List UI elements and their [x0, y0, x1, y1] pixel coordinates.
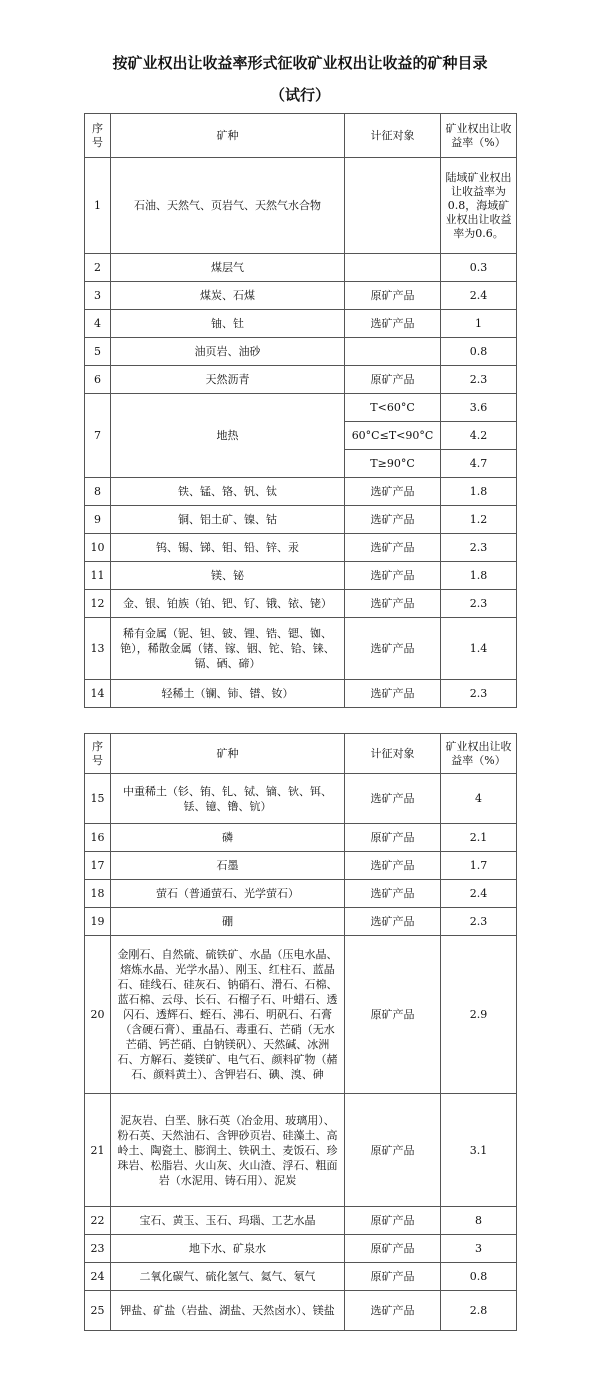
mineral-table-1	[84, 113, 517, 708]
row-mineral: 油页岩、油砂	[111, 338, 345, 366]
header-object: 计征对象	[345, 114, 441, 158]
row-object: T≥90°C	[345, 450, 441, 478]
table-row	[85, 562, 517, 590]
header-no: 序号	[85, 114, 111, 158]
row-object: 选矿产品	[345, 680, 441, 708]
row-no: 18	[85, 880, 111, 908]
table-row	[85, 1207, 517, 1235]
row-rate: 1.8	[441, 562, 517, 590]
row-no: 5	[85, 338, 111, 366]
row-mineral: 二氧化碳气、硫化氢气、氦气、氡气	[111, 1263, 345, 1291]
row-object: 原矿产品	[345, 282, 441, 310]
row-object: 原矿产品	[345, 1207, 441, 1235]
row-object: 选矿产品	[345, 774, 441, 824]
row-object: 选矿产品	[345, 852, 441, 880]
row-mineral: 萤石（普通萤石、光学萤石）	[111, 880, 345, 908]
row-mineral: 石墨	[111, 852, 345, 880]
row-object	[345, 158, 441, 254]
table-row	[85, 936, 517, 1094]
row-mineral: 镁、铋	[111, 562, 345, 590]
row-no: 22	[85, 1207, 111, 1235]
table-row	[85, 1291, 517, 1331]
row-object: 原矿产品	[345, 1094, 441, 1207]
table-row	[85, 534, 517, 562]
row-mineral: 钾盐、矿盐（岩盐、湖盐、天然卤水）、镁盐	[111, 1291, 345, 1331]
row-no: 9	[85, 506, 111, 534]
row-mineral: 磷	[111, 824, 345, 852]
row-object: 选矿产品	[345, 310, 441, 338]
row-no: 3	[85, 282, 111, 310]
row-no: 19	[85, 908, 111, 936]
row-mineral: 轻稀土（镧、铈、镨、钕）	[111, 680, 345, 708]
row-mineral: 石油、天然气、页岩气、天然气水合物	[111, 158, 345, 254]
row-no: 16	[85, 824, 111, 852]
table-row	[85, 254, 517, 282]
table-row	[85, 282, 517, 310]
table-header-row	[85, 734, 517, 774]
row-object: 选矿产品	[345, 506, 441, 534]
row-object: 选矿产品	[345, 908, 441, 936]
row-no: 2	[85, 254, 111, 282]
row-object: 选矿产品	[345, 478, 441, 506]
row-mineral: 地热	[111, 394, 345, 478]
row-no: 13	[85, 618, 111, 680]
row-mineral: 硼	[111, 908, 345, 936]
table-row	[85, 680, 517, 708]
table-row	[85, 158, 517, 254]
row-rate: 1.4	[441, 618, 517, 680]
row-rate: 2.3	[441, 680, 517, 708]
row-no: 15	[85, 774, 111, 824]
row-no: 4	[85, 310, 111, 338]
row-rate: 1	[441, 310, 517, 338]
row-object: T<60°C	[345, 394, 441, 422]
row-mineral: 煤层气	[111, 254, 345, 282]
row-rate: 4.2	[441, 422, 517, 450]
row-object: 选矿产品	[345, 1291, 441, 1331]
row-mineral: 金刚石、自然硫、硫铁矿、水晶（压电水晶、熔炼水晶、光学水晶）、刚玉、红柱石、蓝晶石、硅线石、硅灰石、钠硝石、滑石、石棉、蓝石棉、云母、长石、石榴子石、叶蜡石、透闪石、透辉石、蛭石、沸石、明矾石、石膏（含硬石膏）、重晶石、毒重石、芒硝（无水芒硝、钙芒硝、白钠镁矾）、天然碱、冰洲石、方解石、菱镁矿、电气石、颜料矿物（赭石、颜料黄土）、含钾岩石、碘、溴、砷	[111, 936, 345, 1094]
row-object: 选矿产品	[345, 880, 441, 908]
row-object: 原矿产品	[345, 1263, 441, 1291]
table-row	[85, 1263, 517, 1291]
row-object	[345, 338, 441, 366]
row-rate: 1.8	[441, 478, 517, 506]
row-no: 7	[85, 394, 111, 478]
row-object: 选矿产品	[345, 590, 441, 618]
row-rate: 4	[441, 774, 517, 824]
header-mineral: 矿种	[111, 734, 345, 774]
row-object: 选矿产品	[345, 618, 441, 680]
row-object: 选矿产品	[345, 562, 441, 590]
table-row	[85, 852, 517, 880]
row-no: 12	[85, 590, 111, 618]
mineral-table-2	[84, 733, 517, 1331]
row-mineral: 铜、铝土矿、镍、钴	[111, 506, 345, 534]
row-rate: 2.1	[441, 824, 517, 852]
table-header-row	[85, 114, 517, 158]
document-title: 按矿业权出让收益率形式征收矿业权出让收益的矿种目录	[112, 54, 488, 72]
header-mineral: 矿种	[111, 114, 345, 158]
table-row	[85, 478, 517, 506]
row-mineral: 地下水、矿泉水	[111, 1235, 345, 1263]
row-no: 23	[85, 1235, 111, 1263]
row-object: 原矿产品	[345, 1235, 441, 1263]
row-no: 10	[85, 534, 111, 562]
row-rate: 2.9	[441, 936, 517, 1094]
row-rate: 3.1	[441, 1094, 517, 1207]
header-no: 序号	[85, 734, 111, 774]
row-no: 14	[85, 680, 111, 708]
row-rate: 0.3	[441, 254, 517, 282]
row-no: 21	[85, 1094, 111, 1207]
row-mineral: 铁、锰、铬、钒、钛	[111, 478, 345, 506]
header-rate: 矿业权出让收益率（%）	[441, 114, 517, 158]
row-object	[345, 254, 441, 282]
row-mineral: 钨、锡、锑、钼、铅、锌、汞	[111, 534, 345, 562]
document-subtitle: （试行）	[269, 86, 330, 104]
row-rate: 0.8	[441, 338, 517, 366]
row-rate: 0.8	[441, 1263, 517, 1291]
row-rate: 2.3	[441, 534, 517, 562]
row-rate: 2.8	[441, 1291, 517, 1331]
row-no: 8	[85, 478, 111, 506]
table-row	[85, 618, 517, 680]
row-rate: 2.4	[441, 282, 517, 310]
row-mineral: 铀、钍	[111, 310, 345, 338]
header-object: 计征对象	[345, 734, 441, 774]
table-row	[85, 1235, 517, 1263]
row-object: 原矿产品	[345, 936, 441, 1094]
row-no: 17	[85, 852, 111, 880]
row-rate: 4.7	[441, 450, 517, 478]
row-rate: 8	[441, 1207, 517, 1235]
table-row	[85, 394, 517, 422]
table-row	[85, 338, 517, 366]
table-row	[85, 824, 517, 852]
table-row	[85, 908, 517, 936]
row-no: 20	[85, 936, 111, 1094]
row-rate: 2.3	[441, 908, 517, 936]
table-row	[85, 880, 517, 908]
row-rate: 2.4	[441, 880, 517, 908]
row-mineral: 煤炭、石煤	[111, 282, 345, 310]
row-mineral: 中重稀土（钐、铕、钆、铽、镝、钬、铒、铥、镱、镥、钪）	[111, 774, 345, 824]
row-mineral: 宝石、黄玉、玉石、玛瑙、工艺水晶	[111, 1207, 345, 1235]
row-mineral: 天然沥青	[111, 366, 345, 394]
row-mineral: 稀有金属（铌、钽、铍、锂、锆、锶、铷、铯），稀散金属（锗、镓、铟、铊、铪、铼、镉、硒、碲）	[111, 618, 345, 680]
row-mineral: 金、银、铂族（铂、钯、钌、锇、铱、铑）	[111, 590, 345, 618]
table-row	[85, 506, 517, 534]
table-row	[85, 366, 517, 394]
row-rate: 1.7	[441, 852, 517, 880]
row-object: 原矿产品	[345, 824, 441, 852]
table-row	[85, 590, 517, 618]
row-mineral: 泥灰岩、白垩、脉石英（冶金用、玻璃用）、粉石英、天然油石、含钾砂页岩、硅藻土、高岭土、陶瓷土、膨润土、铁矾土、麦饭石、珍珠岩、松脂岩、火山灰、火山渣、浮石、粗面岩（水泥用、铸石用）、泥炭	[111, 1094, 345, 1207]
row-no: 24	[85, 1263, 111, 1291]
table-row	[85, 774, 517, 824]
table-row	[85, 310, 517, 338]
row-object: 原矿产品	[345, 366, 441, 394]
row-object: 60°C≤T<90°C	[345, 422, 441, 450]
header-rate: 矿业权出让收益率（%）	[441, 734, 517, 774]
row-rate: 陆域矿业权出让收益率为0.8，海域矿业权出让收益率为0.6。	[441, 158, 517, 254]
row-no: 25	[85, 1291, 111, 1331]
row-no: 6	[85, 366, 111, 394]
row-rate: 3.6	[441, 394, 517, 422]
row-no: 1	[85, 158, 111, 254]
row-object: 选矿产品	[345, 534, 441, 562]
row-no: 11	[85, 562, 111, 590]
row-rate: 2.3	[441, 366, 517, 394]
row-rate: 2.3	[441, 590, 517, 618]
row-rate: 3	[441, 1235, 517, 1263]
row-rate: 1.2	[441, 506, 517, 534]
table-row	[85, 1094, 517, 1207]
